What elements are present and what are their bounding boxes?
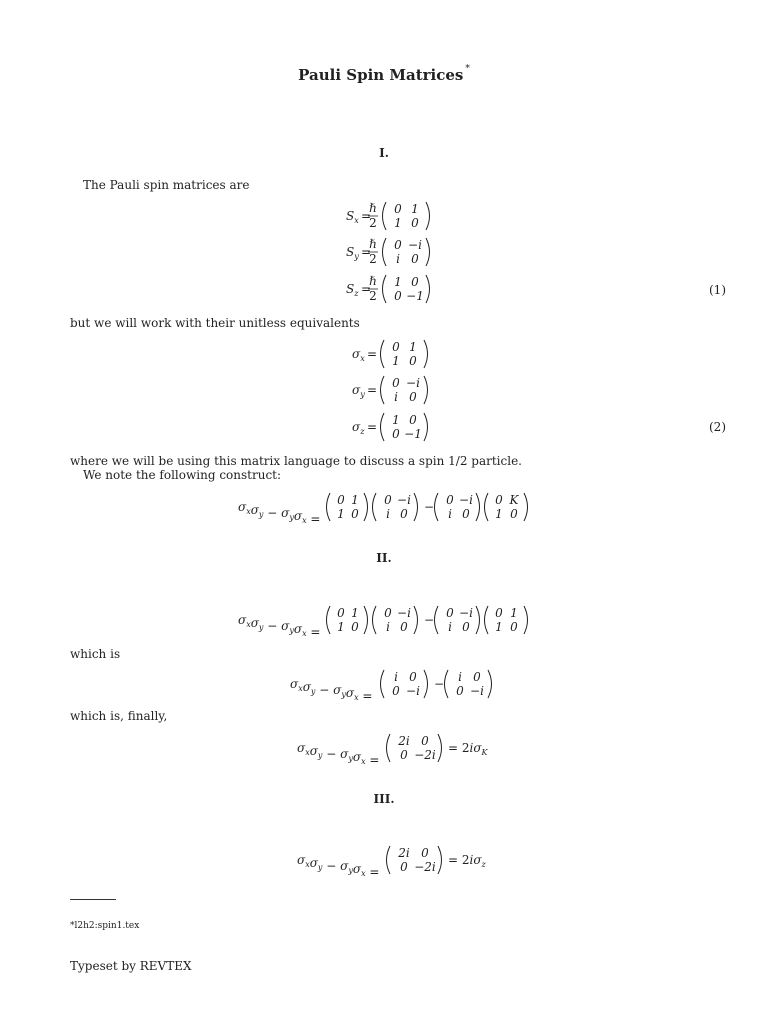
final-k-rhs: = $2i\sigma_K$ (448, 741, 488, 757)
product-matrix-b-cell: 0 (473, 670, 481, 684)
construct-1-lhs: $\sigma_x\sigma_y - \sigma_y\sigma_x$ = (238, 500, 321, 526)
which-is-finally-text: which is, finally, (70, 709, 168, 723)
unitless-text: but we will work with their unitless equivalents (70, 316, 360, 330)
spin-lhs-x: $S_x$ (346, 209, 359, 225)
construct-1-matrix-a-cell: 0 (337, 493, 345, 507)
spin-matrix-x-cell: 1 (411, 202, 419, 216)
product-matrix-a-cell: 0 (392, 684, 400, 698)
construct-1-matrix-c-cell: i (448, 507, 452, 521)
spin-lhs-y: $S_y$ (346, 245, 359, 261)
spin-prefactor-z-numerator: ℏ (369, 274, 377, 288)
construct-2-matrix-b-cell: i (386, 620, 390, 634)
construct-2-matrix-b-cell: 0 (384, 606, 392, 620)
construct-2-matrix-a-cell: 1 (337, 620, 345, 634)
spin-matrix-z-cell: −1 (406, 289, 424, 303)
construct-1-matrix-a-right-paren (364, 493, 368, 521)
spin-equals-x: = (361, 209, 372, 223)
product-matrix-a-cell: i (394, 670, 398, 684)
sigma-matrix-x-cell: 0 (409, 354, 417, 368)
spin-matrix-z-right-paren (426, 275, 430, 303)
construct-1-matrix-a-cell: 1 (337, 507, 345, 521)
construct-2-matrix-c-cell: 0 (446, 606, 454, 620)
section-heading-1: I. (379, 146, 389, 160)
spin-matrix-x-cell: 0 (394, 202, 402, 216)
spin-matrix-y-cell: i (396, 252, 400, 266)
construct-1-matrix-d-cell: 1 (495, 507, 503, 521)
construct-2-matrix-d-cell: 0 (510, 620, 518, 634)
final-z-matrix-cell: 2i (398, 846, 410, 860)
spin-equals-y: = (361, 245, 372, 259)
sigma-equals-y: = (367, 383, 378, 397)
construct-2-matrix-b-cell: 0 (400, 620, 408, 634)
sigma-matrix-z-left-paren (381, 413, 385, 441)
construct-1-matrix-b-cell: i (386, 507, 390, 521)
construct-2-lhs: $\sigma_x\sigma_y - \sigma_y\sigma_x$ = (238, 613, 321, 639)
final-k-lhs: $\sigma_x\sigma_y - \sigma_y\sigma_x$ = (297, 741, 380, 767)
construct-2-matrix-d-right-paren (524, 606, 528, 634)
paper-title: Pauli Spin Matrices * (298, 64, 470, 84)
spin-matrix-x-cell: 1 (394, 216, 402, 230)
spin-matrix-z-cell: 0 (394, 289, 402, 303)
product-matrix-a-cell: 0 (409, 670, 417, 684)
spin-matrix-x-left-paren (383, 202, 387, 230)
spin-matrix-x-cell: 0 (411, 216, 419, 230)
product-matrix-b-cell: 0 (456, 684, 464, 698)
sigma-matrix-z-cell: 0 (392, 427, 400, 441)
construct-1-matrix-c-cell: 0 (462, 507, 470, 521)
sigma-lhs-y: $\sigma_y$ (352, 383, 365, 399)
product-matrix-b-cell: −i (470, 684, 484, 698)
sigma-matrix-y-cell: 0 (409, 390, 417, 404)
sigma-matrix-z-right-paren (424, 413, 428, 441)
section-heading-3: III. (373, 792, 395, 806)
construct-2-matrix-a-left-paren (327, 606, 331, 634)
final-k-matrix-cell: 0 (400, 748, 408, 762)
equation-number-1: (1) (709, 283, 726, 297)
spin-matrix-y-right-paren (426, 238, 430, 266)
construct-1-matrix-b-cell: 0 (384, 493, 392, 507)
construct-1-matrix-b-cell: −i (397, 493, 411, 507)
construct-1-matrix-a-left-paren (327, 493, 331, 521)
sigma-lhs-z: $\sigma_z$ (352, 420, 365, 436)
construct-2-matrix-a-cell: 1 (351, 606, 359, 620)
sigma-lhs-x: $\sigma_x$ (352, 347, 365, 363)
construct-2-minus: − (424, 613, 435, 627)
product-lhs: $\sigma_x\sigma_y - \sigma_y\sigma_x$ = (290, 677, 373, 703)
construct-2-matrix-b-left-paren (373, 606, 377, 634)
sigma-matrix-x-cell: 0 (392, 340, 400, 354)
construct-1-matrix-c-left-paren (435, 493, 439, 521)
construct-2-matrix-a-cell: 0 (351, 620, 359, 634)
spin-matrix-x-right-paren (426, 202, 430, 230)
product-matrix-b-left-paren (445, 670, 449, 698)
final-k-matrix-cell: 0 (421, 734, 429, 748)
final-z-matrix-right-paren (438, 846, 442, 874)
construct-1-minus: − (424, 500, 435, 514)
construct-1-matrix-c-cell: 0 (446, 493, 454, 507)
product-minus: − (434, 677, 445, 691)
sigma-matrix-y-cell: −i (406, 376, 420, 390)
final-z-lhs: $\sigma_x\sigma_y - \sigma_y\sigma_x$ = (297, 853, 380, 879)
construct-1-matrix-c-right-paren (476, 493, 480, 521)
equation-number-2: (2) (709, 420, 726, 434)
spin-matrix-z-left-paren (383, 275, 387, 303)
language-text: where we will be using this matrix language to discuss a spin 1/2 particle. (70, 454, 522, 468)
construct-1-matrix-d-cell: K (509, 493, 519, 507)
construct-2-matrix-d-cell: 0 (495, 606, 503, 620)
construct-1-matrix-b-cell: 0 (400, 507, 408, 521)
construct-1-matrix-d-cell: 0 (495, 493, 503, 507)
final-z-matrix-cell: 0 (421, 846, 429, 860)
construct-1-matrix-c-cell: −i (459, 493, 473, 507)
construct-1-matrix-a-cell: 1 (351, 493, 359, 507)
construct-2-matrix-a-right-paren (364, 606, 368, 634)
sigma-matrix-x-cell: 1 (392, 354, 400, 368)
construct-2-matrix-a-cell: 0 (337, 606, 345, 620)
spin-prefactor-z-denominator: 2 (369, 289, 377, 303)
spin-matrix-y-cell: 0 (411, 252, 419, 266)
footnote: *l2h2:spin1.tex (70, 921, 140, 931)
construct-1-matrix-d-right-paren (524, 493, 528, 521)
which-is-text: which is (70, 647, 121, 661)
construct-1-matrix-d-left-paren (485, 493, 489, 521)
construct-2-matrix-c-right-paren (476, 606, 480, 634)
construct-1-matrix-d-cell: 0 (510, 507, 518, 521)
construct-1-matrix-b-left-paren (373, 493, 377, 521)
sigma-matrix-x-cell: 1 (409, 340, 417, 354)
construct-text: We note the following construct: (83, 468, 282, 482)
spin-prefactor-y-numerator: ℏ (369, 237, 377, 251)
construct-2-matrix-b-cell: −i (397, 606, 411, 620)
final-k-matrix-cell: 2i (398, 734, 410, 748)
sigma-matrix-y-cell: 0 (392, 376, 400, 390)
final-k-matrix-cell: −2i (414, 748, 436, 762)
sigma-matrix-z-cell: −1 (404, 427, 422, 441)
intro-text: The Pauli spin matrices are (83, 178, 250, 192)
spin-prefactor-x-denominator: 2 (369, 216, 377, 230)
sigma-equals-x: = (367, 347, 378, 361)
construct-2-matrix-b-right-paren (414, 606, 418, 634)
product-matrix-b-right-paren (488, 670, 492, 698)
spin-matrix-z-cell: 1 (394, 275, 402, 289)
construct-1-matrix-a-cell: 0 (351, 507, 359, 521)
construct-2-matrix-d-left-paren (485, 606, 489, 634)
sigma-matrix-y-left-paren (381, 376, 385, 404)
construct-2-matrix-c-left-paren (435, 606, 439, 634)
final-z-matrix-cell: −2i (414, 860, 436, 874)
construct-1-matrix-b-right-paren (414, 493, 418, 521)
sigma-matrix-y-right-paren (424, 376, 428, 404)
spin-lhs-z: $S_z$ (346, 282, 359, 298)
construct-2-matrix-c-cell: 0 (462, 620, 470, 634)
product-matrix-a-cell: −i (406, 684, 420, 698)
sigma-matrix-z-cell: 1 (392, 413, 400, 427)
product-matrix-a-left-paren (381, 670, 385, 698)
product-matrix-b-cell: i (458, 670, 462, 684)
final-z-matrix-left-paren (387, 846, 391, 874)
spin-matrix-y-cell: −i (408, 238, 422, 252)
spin-prefactor-x-numerator: ℏ (369, 201, 377, 215)
sigma-matrix-z-cell: 0 (409, 413, 417, 427)
final-k-matrix-left-paren (387, 734, 391, 762)
typeset-credit: Typeset by REVTEX (70, 959, 192, 973)
construct-2-matrix-d-cell: 1 (510, 606, 518, 620)
sigma-matrix-y-cell: i (394, 390, 398, 404)
spin-matrix-y-cell: 0 (394, 238, 402, 252)
construct-2-matrix-c-cell: −i (459, 606, 473, 620)
final-z-matrix-cell: 0 (400, 860, 408, 874)
section-heading-2: II. (376, 551, 392, 565)
product-matrix-a-right-paren (424, 670, 428, 698)
spin-prefactor-y-denominator: 2 (369, 252, 377, 266)
construct-2-matrix-d-cell: 1 (495, 620, 503, 634)
sigma-matrix-x-left-paren (381, 340, 385, 368)
spin-matrix-z-cell: 0 (411, 275, 419, 289)
construct-2-matrix-c-cell: i (448, 620, 452, 634)
sigma-matrix-x-right-paren (424, 340, 428, 368)
spin-matrix-y-left-paren (383, 238, 387, 266)
sigma-equals-z: = (367, 420, 378, 434)
final-z-rhs: = $2i\sigma_z$ (448, 853, 486, 869)
spin-equals-z: = (361, 282, 372, 296)
final-k-matrix-right-paren (438, 734, 442, 762)
